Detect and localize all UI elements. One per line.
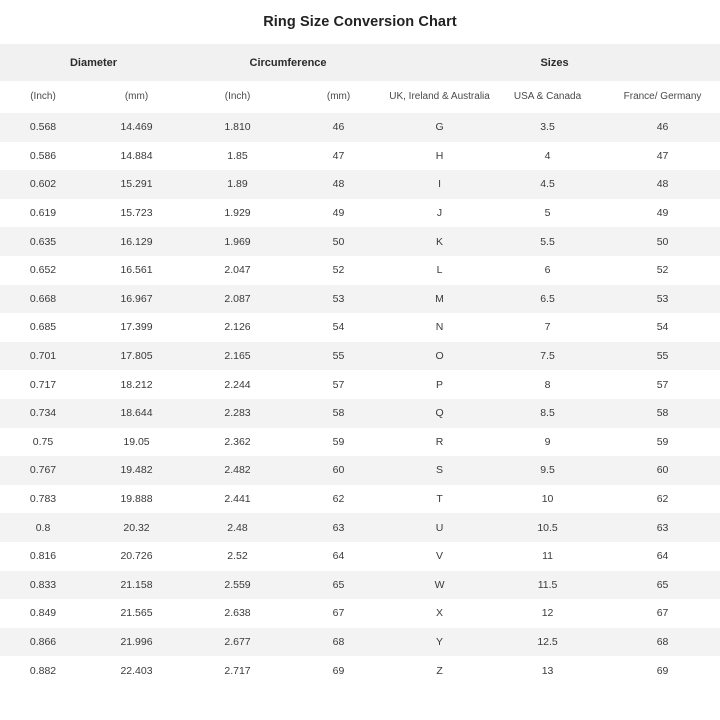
table-cell: 19.05: [86, 428, 187, 457]
table-row: [0, 428, 720, 457]
table-cell: 0.833: [0, 571, 86, 600]
table-cell: 0.635: [0, 227, 86, 256]
table-cell: 12.5: [490, 628, 605, 657]
table-cell: 0.849: [0, 599, 86, 628]
table-cell: T: [389, 485, 490, 514]
table-cell: 58: [288, 399, 389, 428]
table-cell: O: [389, 342, 490, 371]
table-cell: 17.805: [86, 342, 187, 371]
table-cell: R: [389, 428, 490, 457]
table-cell: 0.783: [0, 485, 86, 514]
table-cell: 1.89: [187, 170, 288, 199]
table-row: [0, 656, 720, 685]
table-cell: N: [389, 313, 490, 342]
table-cell: 54: [288, 313, 389, 342]
table-cell: 62: [605, 485, 720, 514]
table-cell: 68: [605, 628, 720, 657]
table-cell: 49: [288, 199, 389, 228]
table-cell: 2.126: [187, 313, 288, 342]
table-cell: 11.5: [490, 571, 605, 600]
table-cell: Z: [389, 656, 490, 685]
table-cell: G: [389, 113, 490, 142]
table-cell: 49: [605, 199, 720, 228]
table-cell: 50: [605, 227, 720, 256]
table-row: [0, 170, 720, 199]
group-header-diameter: Diameter: [0, 44, 187, 81]
table-cell: 15.723: [86, 199, 187, 228]
table-cell: 2.165: [187, 342, 288, 371]
table-cell: 64: [605, 542, 720, 571]
table-cell: 21.996: [86, 628, 187, 657]
table-row: [0, 256, 720, 285]
table-cell: P: [389, 370, 490, 399]
table-cell: 4: [490, 142, 605, 171]
table-cell: 0.8: [0, 513, 86, 542]
table-cell: 3.5: [490, 113, 605, 142]
table-cell: 2.482: [187, 456, 288, 485]
table-cell: 0.75: [0, 428, 86, 457]
table-row: [0, 370, 720, 399]
table-cell: 16.129: [86, 227, 187, 256]
table-cell: 21.565: [86, 599, 187, 628]
table-cell: 19.482: [86, 456, 187, 485]
table-cell: 60: [605, 456, 720, 485]
table-cell: 48: [288, 170, 389, 199]
table-body: [0, 113, 720, 685]
table-cell: 2.087: [187, 285, 288, 314]
table-cell: 48: [605, 170, 720, 199]
table-cell: 53: [288, 285, 389, 314]
table-cell: 4.5: [490, 170, 605, 199]
table-cell: 6.5: [490, 285, 605, 314]
table-row: [0, 199, 720, 228]
table-cell: 68: [288, 628, 389, 657]
table-cell: 0.619: [0, 199, 86, 228]
table-cell: 55: [605, 342, 720, 371]
table-cell: 69: [288, 656, 389, 685]
table-cell: 19.888: [86, 485, 187, 514]
table-cell: 1.85: [187, 142, 288, 171]
table-cell: 0.685: [0, 313, 86, 342]
table-cell: 5.5: [490, 227, 605, 256]
table-cell: 55: [288, 342, 389, 371]
table-cell: 2.244: [187, 370, 288, 399]
page-title: Ring Size Conversion Chart: [263, 14, 457, 30]
table-row: [0, 628, 720, 657]
column-header-circumference-inch: (Inch): [187, 81, 288, 113]
table-cell: 0.586: [0, 142, 86, 171]
table-cell: 57: [605, 370, 720, 399]
table-cell: 69: [605, 656, 720, 685]
table-cell: 16.561: [86, 256, 187, 285]
table-cell: 7: [490, 313, 605, 342]
table-cell: 1.969: [187, 227, 288, 256]
table-cell: U: [389, 513, 490, 542]
table-cell: 0.652: [0, 256, 86, 285]
table-cell: 21.158: [86, 571, 187, 600]
table-cell: K: [389, 227, 490, 256]
column-header-diameter-inch: (Inch): [0, 81, 86, 113]
table-cell: 67: [605, 599, 720, 628]
table-cell: 46: [288, 113, 389, 142]
table-cell: W: [389, 571, 490, 600]
table-cell: 20.726: [86, 542, 187, 571]
table-cell: 2.441: [187, 485, 288, 514]
table-cell: 12: [490, 599, 605, 628]
table-cell: 0.568: [0, 113, 86, 142]
table-cell: V: [389, 542, 490, 571]
table-row: [0, 513, 720, 542]
table-cell: 16.967: [86, 285, 187, 314]
table-cell: 0.816: [0, 542, 86, 571]
table-row: [0, 599, 720, 628]
table-cell: S: [389, 456, 490, 485]
table-cell: 2.047: [187, 256, 288, 285]
table-cell: 13: [490, 656, 605, 685]
table-row: [0, 542, 720, 571]
table-cell: 1.929: [187, 199, 288, 228]
table-cell: 2.559: [187, 571, 288, 600]
table-cell: 63: [605, 513, 720, 542]
table-cell: 50: [288, 227, 389, 256]
table-cell: 57: [288, 370, 389, 399]
table-cell: 6: [490, 256, 605, 285]
group-header-sizes: Sizes: [389, 44, 720, 81]
table-cell: 22.403: [86, 656, 187, 685]
table-cell: 2.717: [187, 656, 288, 685]
ring-size-conversion-table: [0, 44, 720, 685]
table-row: [0, 313, 720, 342]
table-cell: J: [389, 199, 490, 228]
table-cell: 67: [288, 599, 389, 628]
table-row: [0, 342, 720, 371]
table-cell: 2.362: [187, 428, 288, 457]
table-cell: 65: [288, 571, 389, 600]
table-cell: Q: [389, 399, 490, 428]
table-cell: M: [389, 285, 490, 314]
table-cell: I: [389, 170, 490, 199]
table-cell: 0.734: [0, 399, 86, 428]
table-cell: 54: [605, 313, 720, 342]
table-cell: L: [389, 256, 490, 285]
table-cell: 18.644: [86, 399, 187, 428]
table-cell: 10: [490, 485, 605, 514]
column-header-uk-ireland-australia: UK, Ireland & Australia: [389, 81, 490, 113]
table-cell: 47: [288, 142, 389, 171]
table-cell: 7.5: [490, 342, 605, 371]
table-cell: 65: [605, 571, 720, 600]
table-cell: 63: [288, 513, 389, 542]
table-cell: 0.701: [0, 342, 86, 371]
table-cell: 47: [605, 142, 720, 171]
table-cell: 0.717: [0, 370, 86, 399]
table-cell: Y: [389, 628, 490, 657]
table-cell: 59: [288, 428, 389, 457]
table-cell: 15.291: [86, 170, 187, 199]
table-cell: 9: [490, 428, 605, 457]
table-cell: 0.882: [0, 656, 86, 685]
table-cell: 8: [490, 370, 605, 399]
table-cell: 0.602: [0, 170, 86, 199]
table-cell: 9.5: [490, 456, 605, 485]
table-cell: 2.283: [187, 399, 288, 428]
table-cell: 52: [605, 256, 720, 285]
table-row: [0, 113, 720, 142]
table-cell: 18.212: [86, 370, 187, 399]
table-cell: X: [389, 599, 490, 628]
column-header-diameter-mm: (mm): [86, 81, 187, 113]
table-cell: 2.638: [187, 599, 288, 628]
column-header-usa-canada: USA & Canada: [490, 81, 605, 113]
table-cell: 14.469: [86, 113, 187, 142]
table-cell: 60: [288, 456, 389, 485]
table-cell: 0.866: [0, 628, 86, 657]
table-cell: 52: [288, 256, 389, 285]
table-cell: 2.48: [187, 513, 288, 542]
table-cell: H: [389, 142, 490, 171]
table-row: [0, 142, 720, 171]
table-cell: 10.5: [490, 513, 605, 542]
table-row: [0, 227, 720, 256]
column-header-france-germany: France/ Germany: [605, 81, 720, 113]
table-cell: 5: [490, 199, 605, 228]
table-cell: 8.5: [490, 399, 605, 428]
table-cell: 62: [288, 485, 389, 514]
table-head: [0, 44, 720, 113]
table-row: [0, 485, 720, 514]
table-cell: 46: [605, 113, 720, 142]
table-row: [0, 571, 720, 600]
table-cell: 59: [605, 428, 720, 457]
table-cell: 53: [605, 285, 720, 314]
table-cell: 2.677: [187, 628, 288, 657]
table-row: [0, 285, 720, 314]
column-header-circumference-mm: (mm): [288, 81, 389, 113]
table-cell: 58: [605, 399, 720, 428]
table-cell: 11: [490, 542, 605, 571]
table-cell: 20.32: [86, 513, 187, 542]
table-row: [0, 399, 720, 428]
table-cell: 2.52: [187, 542, 288, 571]
table-cell: 17.399: [86, 313, 187, 342]
table-row: [0, 456, 720, 485]
table-subheader-row: [0, 81, 720, 113]
table-cell: 0.668: [0, 285, 86, 314]
table-cell: 14.884: [86, 142, 187, 171]
table-cell: 64: [288, 542, 389, 571]
table-cell: 1.810: [187, 113, 288, 142]
table-cell: 0.767: [0, 456, 86, 485]
table-group-header-row: [0, 44, 720, 81]
group-header-circumference: Circumference: [187, 44, 389, 81]
